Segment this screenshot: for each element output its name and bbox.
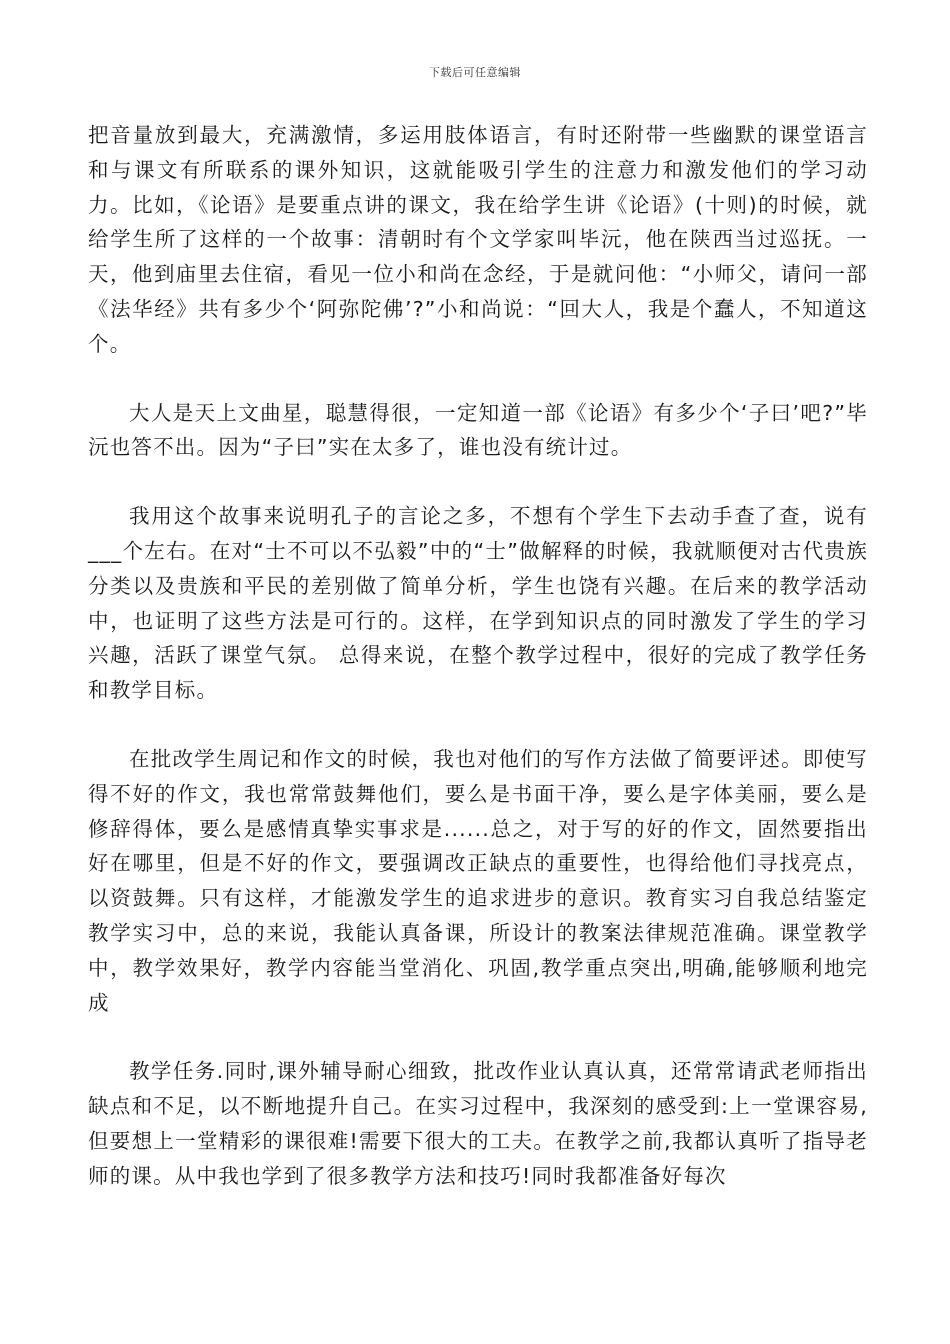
paragraph-5: 教学任务.同时,课外辅导耐心细致，批改作业认真认真，还常常请武老师指出缺点和不足，以不断地提升自己。在实习过程中，我深刻的感受到:上一堂课容易,但要想上一堂精彩的课很难!需要下很大的工夫。在教学之前,我都认真听了指导老师的课。从中我也学到了很多教学方法和技巧!同时我都准备好每次 [88, 1059, 868, 1188]
document-body [88, 118, 868, 1228]
paragraph-3: 我用这个故事来说明孔子的言论之多，不想有个学生下去动手查了查，说有___个左右。在对“士不可以不弘毅”中的“士”做解释的时候，我就顺便对古代贵族分类以及贵族和平民的差别做了简单分析，学生也饶有兴趣。在后来的教学活动中，也证明了这些方法是可行的。这样，在学到知识点的同时激发了学生的学习兴趣，活跃了课堂气氛。 总得来说，在整个教学过程中，很好的完成了教学任务和教学目标。 [88, 504, 868, 703]
paragraph-2: 大人是天上文曲星，聪慧得很，一定知道一部《论语》有多少个‘子曰’吧?”毕沅也答不出。因为“子曰”实在太多了，谁也没有统计过。 [88, 400, 868, 460]
paragraph-4: 在批改学生周记和作文的时候，我也对他们的写作方法做了简要评述。即使写得不好的作文，我也常常鼓舞他们，要么是书面干净，要么是字体美丽，要么是修辞得体，要么是感情真挚实事求是......总之，对于写的好的作文，固然要指出好在哪里，但是不好的作文，要强调改正缺点的重要性，也得给他们寻找亮点，以资鼓舞。只有这样，才能激发学生的追求进步的意识。教育实习自我总结鉴定教学实习中，总的来说，我能认真备课，所设计的教案法律规范准确。课堂教学中，教学效果好，教学内容能当堂消化、巩固,教学重点突出,明确,能够顺利地完成 [88, 746, 868, 1015]
paragraph-1: 把音量放到最大，充满激情，多运用肢体语言，有时还附带一些幽默的课堂语言和与课文有所联系的课外知识，这就能吸引学生的注意力和激发他们的学习动力。比如，《论语》是要重点讲的课文，我在给学生讲《论语》(十则)的时候，就给学生所了这样的一个故事：清朝时有个文学家叫毕沅，他在陕西当过巡抚。一天，他到庙里去住宿，看见一位小和尚在念经，于是就问他：“小师父，请问一部《法华经》共有多少个‘阿弥陀佛’?”小和尚说：“回大人，我是个蠢人，不知道这个。 [88, 123, 868, 356]
page-header-note: 下载后可任意编辑 [429, 66, 521, 79]
